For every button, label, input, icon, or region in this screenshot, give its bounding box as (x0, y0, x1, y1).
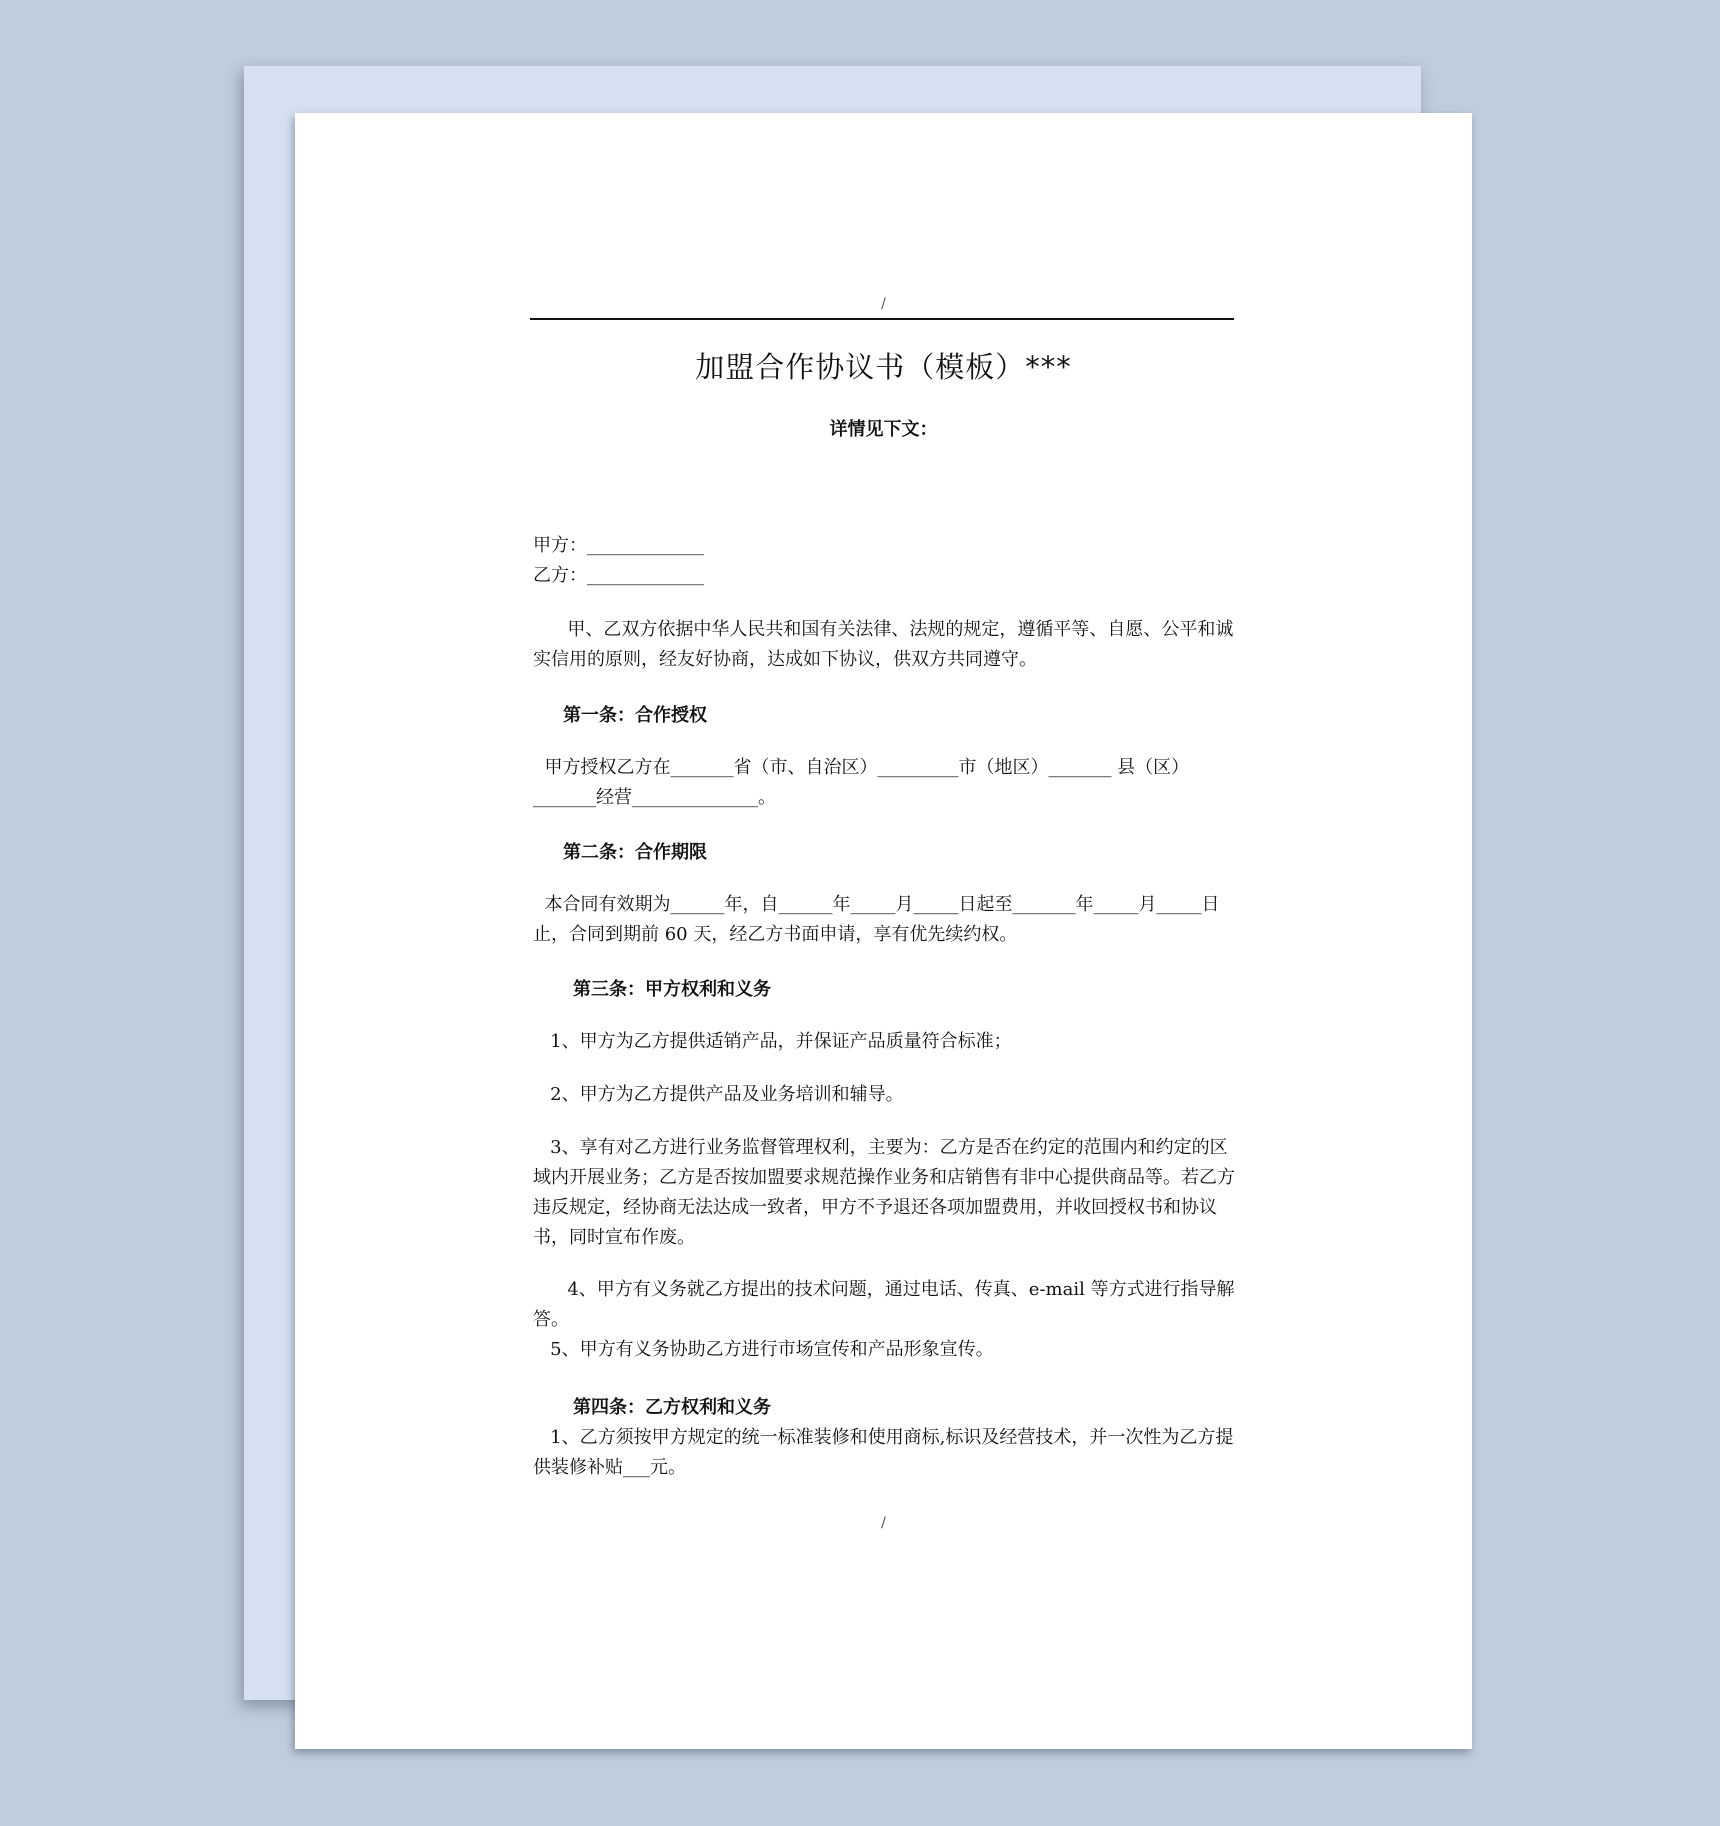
preamble-paragraph: 甲、乙双方依据中华人民共和国有关法律、法规的规定，遵循平等、自愿、公平和诚实信用的原则，经友好协商，达成如下协议，供双方共同遵守。 (533, 619, 1234, 670)
section-4-heading: 第四条：乙方权利和义务 (573, 1397, 771, 1418)
section-3-item-1: 1、甲方为乙方提供适销产品，并保证产品质量符合标准； (533, 1031, 1012, 1052)
header-rule (530, 318, 1234, 320)
section-1-heading: 第一条：合作授权 (563, 705, 707, 726)
header-mark: / (881, 296, 886, 312)
party-a-line: 甲方：_____________ (533, 535, 704, 556)
section-3-item-4: 4、甲方有义务就乙方提出的技术问题，通过电话、传真、e-mail 等方式进行指导解答。 (533, 1279, 1235, 1330)
footer-mark: / (881, 1515, 886, 1531)
section-2-heading: 第二条：合作期限 (563, 842, 707, 863)
section-1-paragraph: 甲方授权乙方在_______省（市、自治区）_________市（地区）_______ 县（区）_______经营______________。 (533, 757, 1190, 808)
document-subtitle: 详情见下文： (829, 419, 938, 440)
document-page (295, 113, 1472, 1749)
section-2-paragraph: 本合同有效期为______年，自______年_____月_____日起至_______年_____月_____日止，合同到期前 60 天，经乙方书面申请，享有优先续约权。 (533, 894, 1220, 945)
section-3-item-2: 2、甲方为乙方提供产品及业务培训和辅导。 (533, 1084, 904, 1105)
section-3-heading: 第三条：甲方权利和义务 (573, 979, 771, 1000)
section-3-item-5: 5、甲方有义务协助乙方进行市场宣传和产品形象宣传。 (533, 1339, 994, 1360)
section-4-item-1: 1、乙方须按甲方规定的统一标准装修和使用商标,标识及经营技术，并一次性为乙方提供装修补贴___元。 (533, 1427, 1234, 1478)
document-title: 加盟合作协议书（模板）*** (695, 350, 1072, 384)
party-b-line: 乙方：_____________ (533, 565, 704, 586)
section-3-item-3: 3、享有对乙方进行业务监督管理权利，主要为：乙方是否在约定的范围内和约定的区域内开展业务；乙方是否按加盟要求规范操作业务和店销售有非中心提供商品等。若乙方违反规定，经协商无法达成一致者，甲方不予退还各项加盟费用，并收回授权书和协议书，同时宣布作废。 (533, 1137, 1235, 1248)
